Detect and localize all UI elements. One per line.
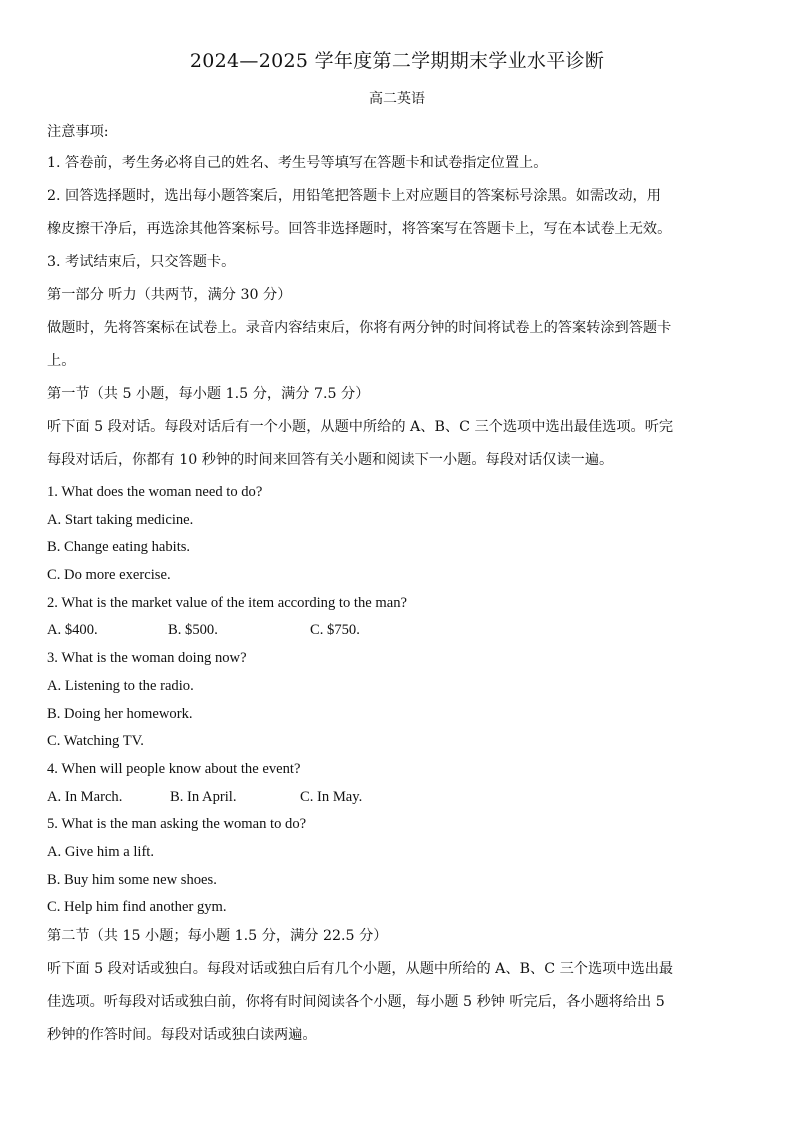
- section1-instruction: 每段对话后，你都有 10 秒钟的时间来回答有关小题和阅读下一小题。每段对话仅读一遍。: [47, 452, 614, 468]
- answer-option: B. In April.: [170, 788, 237, 805]
- notice-item: 3. 考试结束后，只交答题卡。: [47, 254, 236, 270]
- notice-block: [47, 121, 759, 284]
- answer-option: C. In May.: [300, 788, 363, 805]
- section2-instruction: 佳选项。听每段对话或独白前，你将有时间阅读各个小题，每小题 5 秒钟 听完后，各小题将给出 5: [47, 994, 665, 1010]
- notice-item: 橡皮擦干净后，再选涂其他答案标号。回答非选择题时，将答案写在答题卡上，写在本试卷上无效。: [47, 221, 672, 237]
- section2-block: [47, 925, 759, 1057]
- question-stem: 4. When will people know about the event?: [47, 760, 301, 777]
- answer-option: A. Start taking medicine.: [47, 511, 194, 528]
- section2-instruction: 秒钟的作答时间。每段对话或独白读两遍。: [47, 1027, 317, 1043]
- answer-option: A. Give him a lift.: [47, 843, 155, 860]
- question-stem: 3. What is the woman doing now?: [47, 650, 247, 667]
- question-stem: 1. What does the woman need to do?: [47, 484, 263, 500]
- part1-heading: 第一部分 听力（共两节，满分 30 分）: [47, 287, 292, 303]
- section1-instruction: 听下面 5 段对话。每段对话后有一个小题，从题中所给的 A、B、C 三个选项中选出最佳选项。听完: [47, 419, 674, 435]
- answer-option: A. Listening to the radio.: [47, 677, 194, 694]
- part1-block: [47, 284, 759, 383]
- section2-instruction: 听下面 5 段对话或独白。每段对话或独白后有几个小题，从题中所给的 A、B、C 三个选项中选出最: [47, 961, 674, 977]
- part1-instruction: 上。: [47, 353, 76, 369]
- answer-option: B. Buy him some new shoes.: [47, 871, 217, 888]
- exam-content: [47, 121, 759, 1057]
- part1-instruction: 做题时，先将答案标在试卷上。录音内容结束后，你将有两分钟的时间将试卷上的答案转涂到答题卡: [47, 320, 672, 336]
- answer-options-row: [47, 787, 759, 815]
- exam-title: 2024—2025 学年度第二学期期末学业水平诊断: [189, 50, 605, 72]
- notice-item: 2. 回答选择题时，选出每小题答案后，用铅笔把答题卡上对应题目的答案标号涂黑。如需改动，用: [47, 188, 661, 204]
- section1-block: [47, 383, 759, 925]
- answer-option: C. Help him find another gym.: [47, 899, 227, 916]
- answer-option: A. In March.: [47, 788, 123, 805]
- answer-options-row: [47, 620, 759, 648]
- answer-option: C. Watching TV.: [47, 733, 144, 750]
- question-stem: 5. What is the man asking the woman to do?: [47, 816, 307, 833]
- notice-heading: 注意事项:: [47, 124, 109, 140]
- exam-subject: 高二英语: [369, 91, 425, 107]
- section1-heading: 第一节（共 5 小题，每小题 1.5 分，满分 7.5 分）: [47, 386, 370, 402]
- answer-option: B. Doing her homework.: [47, 705, 193, 722]
- answer-option: A. $400.: [47, 622, 98, 639]
- answer-option: B. $500.: [168, 622, 218, 639]
- notice-item: 1. 答卷前，考生务必将自己的姓名、考生号等填写在答题卡和试卷指定位置上。: [47, 155, 548, 171]
- answer-option: B. Change eating habits.: [47, 539, 191, 556]
- question-stem: 2. What is the market value of the item according to the man?: [47, 594, 407, 611]
- section2-heading: 第二节（共 15 小题；每小题 1.5 分，满分 22.5 分）: [47, 928, 388, 944]
- answer-option: C. Do more exercise.: [47, 567, 171, 584]
- answer-option: C. $750.: [310, 622, 360, 639]
